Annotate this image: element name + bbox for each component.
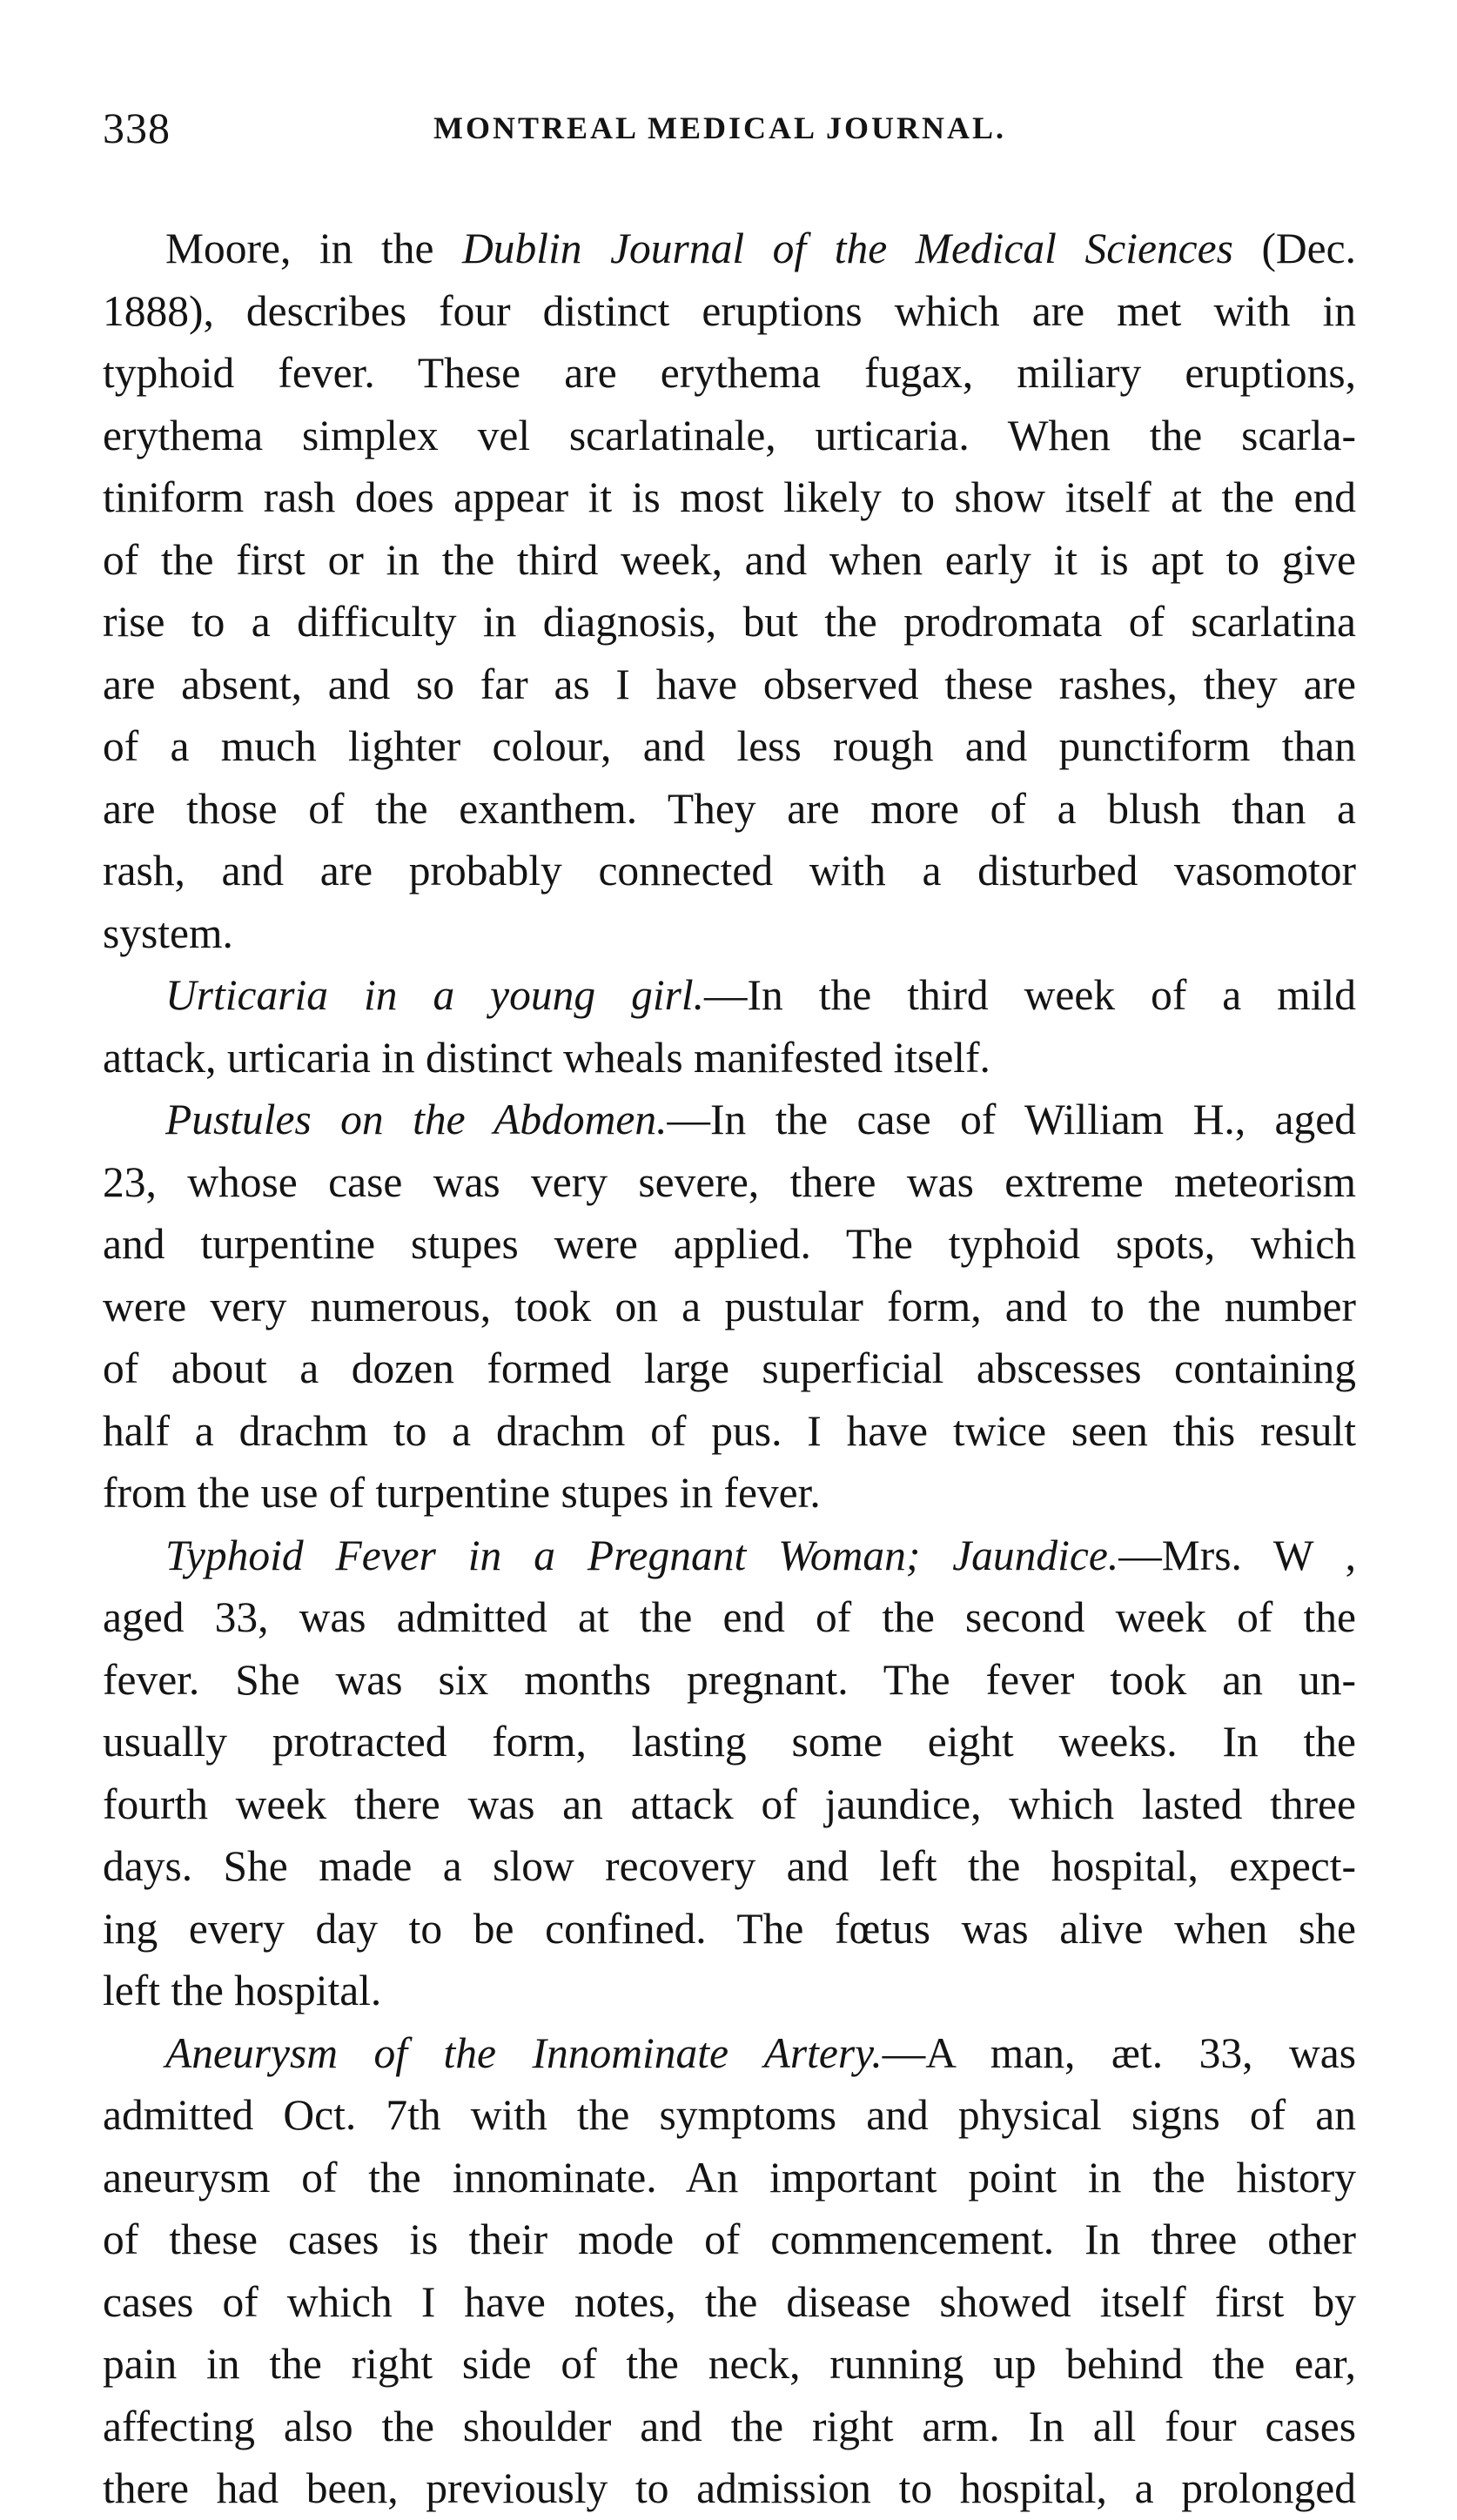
text-run: days. She made a slow recovery and left the hospital, expect- xyxy=(103,1842,1356,1890)
text-run: pain in the right side of the neck, running up behind the ear, xyxy=(103,2340,1356,2388)
text-run: —Mrs. W , xyxy=(1118,1531,1356,1579)
paragraph xyxy=(103,2022,1356,2520)
text-line xyxy=(103,2396,1356,2458)
text-line xyxy=(103,591,1356,653)
text-line xyxy=(103,964,1356,1027)
text-run: rise to a difficulty in diagnosis, but the prodromata of scarlatina xyxy=(103,598,1356,646)
text-run: affecting also the shoulder and the right arm. In all four cases xyxy=(103,2402,1356,2450)
paragraph xyxy=(103,1089,1356,1525)
text-line xyxy=(103,1898,1356,1960)
text-run: of a much lighter colour, and less rough and punctiform than xyxy=(103,722,1356,770)
text-line xyxy=(103,2333,1356,2396)
text-run: aged 33, was admitted at the end of the second week of the xyxy=(103,1593,1356,1641)
text-run: of these cases is their mode of commencement. In three other xyxy=(103,2215,1356,2263)
text-line xyxy=(103,1151,1356,1214)
text-run: —A man, æt. 33, was xyxy=(882,2028,1356,2077)
text-line xyxy=(103,1276,1356,1338)
text-line xyxy=(103,653,1356,716)
text-run: erythema simplex vel scarlatinale, urticaria. When the scarla- xyxy=(103,411,1356,459)
text-run: Moore, in the xyxy=(165,225,463,272)
italic-text: Dublin Journal of the Medical Sciences xyxy=(462,225,1233,272)
text-run: from the use of turpentine stupes in fever. xyxy=(103,1469,821,1517)
text-run: aneurysm of the innominate. An important point in the history xyxy=(103,2153,1356,2202)
text-line xyxy=(103,218,1356,280)
text-run: were very numerous, took on a pustular form, and to the number xyxy=(103,1282,1356,1330)
text-line xyxy=(103,2022,1356,2085)
text-line xyxy=(103,1586,1356,1649)
text-run: —In the third week of a mild xyxy=(704,971,1356,1019)
text-line xyxy=(103,2084,1356,2147)
text-run: and turpentine stupes were applied. The typhoid spots, which xyxy=(103,1220,1356,1268)
text-run: typhoid fever. These are erythema fugax, miliary eruptions, xyxy=(103,349,1356,397)
text-line xyxy=(103,529,1356,592)
text-line xyxy=(103,1649,1356,1712)
running-title: MONTREAL MEDICAL JOURNAL. xyxy=(433,111,1007,145)
text-line xyxy=(103,715,1356,778)
text-line xyxy=(103,405,1356,467)
text-line xyxy=(103,2208,1356,2271)
text-run: are those of the exanthem. They are more of a blush than a xyxy=(103,784,1356,833)
text-line xyxy=(103,342,1356,405)
running-header xyxy=(103,103,1356,172)
text-run: admitted Oct. 7th with the symptoms and physical signs of an xyxy=(103,2091,1356,2139)
text-line xyxy=(103,466,1356,529)
text-line xyxy=(103,280,1356,343)
text-run: half a drachm to a drachm of pus. I have twice seen this result xyxy=(103,1406,1356,1455)
text-line xyxy=(103,1711,1356,1773)
text-run: ing every day to be confined. The fœtus was alive when she xyxy=(103,1904,1356,1953)
text-line xyxy=(103,1835,1356,1898)
text-line xyxy=(103,1960,1356,2022)
text-line xyxy=(103,840,1356,902)
text-run: cases of which I have notes, the disease showed itself first by xyxy=(103,2277,1356,2326)
text-run: there had been, previously to admission to hospital, a prolonged xyxy=(103,2464,1356,2512)
text-run: fever. She was six months pregnant. The fever took an un- xyxy=(103,1655,1356,1704)
page-number: 338 xyxy=(103,104,171,152)
paragraph xyxy=(103,1525,1356,2022)
text-line xyxy=(103,1213,1356,1276)
text-run: fourth week there was an attack of jaundice, which lasted three xyxy=(103,1779,1356,1828)
text-line xyxy=(103,2457,1356,2520)
article-body xyxy=(103,218,1356,2520)
text-line xyxy=(103,1462,1356,1525)
text-run: of the first or in the third week, and when early it is apt to give xyxy=(103,535,1356,584)
text-run: 1888), describes four distinct eruptions which are met with in xyxy=(103,286,1356,335)
paragraph xyxy=(103,964,1356,1089)
text-run: —In the case of William H., aged xyxy=(667,1096,1356,1143)
text-run: (Dec. xyxy=(1232,225,1356,272)
text-line xyxy=(103,902,1356,965)
text-run: usually protracted form, lasting some eight weeks. In the xyxy=(103,1718,1356,1766)
text-run: 23, whose case was very severe, there was extreme meteorism xyxy=(103,1157,1356,1206)
text-line xyxy=(103,1773,1356,1836)
text-run: rash, and are probably connected with a disturbed vasomotor xyxy=(103,847,1356,895)
text-line xyxy=(103,1089,1356,1151)
text-run: of about a dozen formed large superficial abscesses containing xyxy=(103,1344,1356,1392)
text-run: left the hospital. xyxy=(103,1967,382,2014)
italic-text: Typhoid Fever in a Pregnant Woman; Jaundice. xyxy=(165,1531,1119,1579)
text-line xyxy=(103,1337,1356,1400)
paragraph xyxy=(103,218,1356,964)
italic-text: Pustules on the Abdomen. xyxy=(165,1096,668,1143)
text-run: attack, urticaria in distinct wheals manifested itself. xyxy=(103,1033,990,1082)
text-run: are absent, and so far as I have observed these rashes, they are xyxy=(103,660,1356,708)
text-run: system. xyxy=(103,908,233,957)
italic-text: Urticaria in a young girl. xyxy=(165,971,705,1019)
text-line xyxy=(103,1400,1356,1463)
text-line xyxy=(103,2271,1356,2334)
text-run: tiniform rash does appear it is most likely to show itself at the end xyxy=(103,473,1356,521)
text-line xyxy=(103,2147,1356,2209)
text-line xyxy=(103,1027,1356,1089)
italic-text: Aneurysm of the Innominate Artery. xyxy=(165,2028,883,2077)
text-line xyxy=(103,1525,1356,1587)
text-line xyxy=(103,778,1356,841)
